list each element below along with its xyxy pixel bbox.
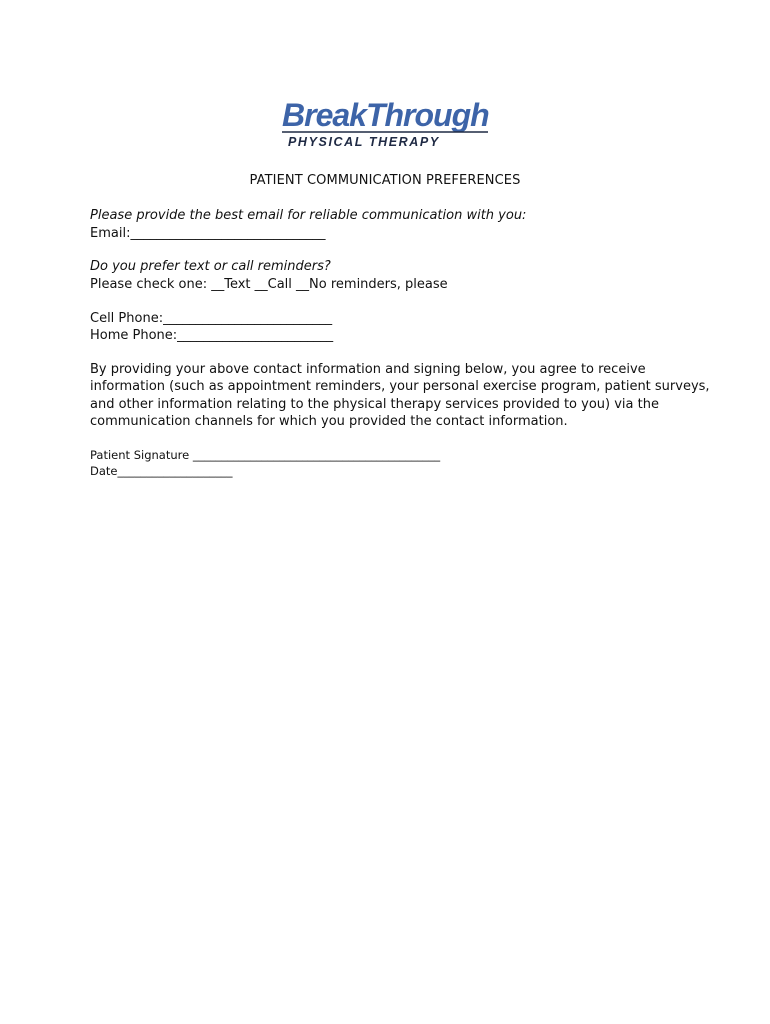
logo-tagline-text: PHYSICAL THERAPY (288, 135, 440, 149)
cell-phone-field: Cell Phone:__________________________ (90, 311, 333, 326)
date-field: Date____________________ (90, 464, 233, 478)
email-field: Email:______________________________ (90, 226, 326, 241)
consent-line: communication channels for which you provided the contact information. (90, 413, 568, 429)
consent-line: and other information relating to the physical therapy services provided to you) via the (90, 396, 659, 412)
email-prompt: Please provide the best email for reliable communication with you: (90, 208, 527, 223)
home-phone-field: Home Phone:________________________ (90, 328, 334, 343)
page-title: PATIENT COMMUNICATION PREFERENCES (249, 173, 521, 188)
consent-line: information (such as appointment reminders, your personal exercise program, patient surveys, (90, 379, 710, 395)
patient-signature-field: Patient Signature ___________________________________________ (90, 448, 441, 462)
consent-line: By providing your above contact information and signing below, you agree to receive (90, 362, 646, 377)
breakthrough-logo (280, 92, 492, 152)
reminder-choices: Please check one: __Text __Call __No reminders, please (90, 277, 448, 292)
reminder-prompt: Do you prefer text or call reminders? (90, 259, 331, 274)
logo-graphic (280, 92, 492, 152)
logo-brand-text: BreakThrough (282, 97, 489, 133)
consent-paragraph (90, 361, 710, 430)
